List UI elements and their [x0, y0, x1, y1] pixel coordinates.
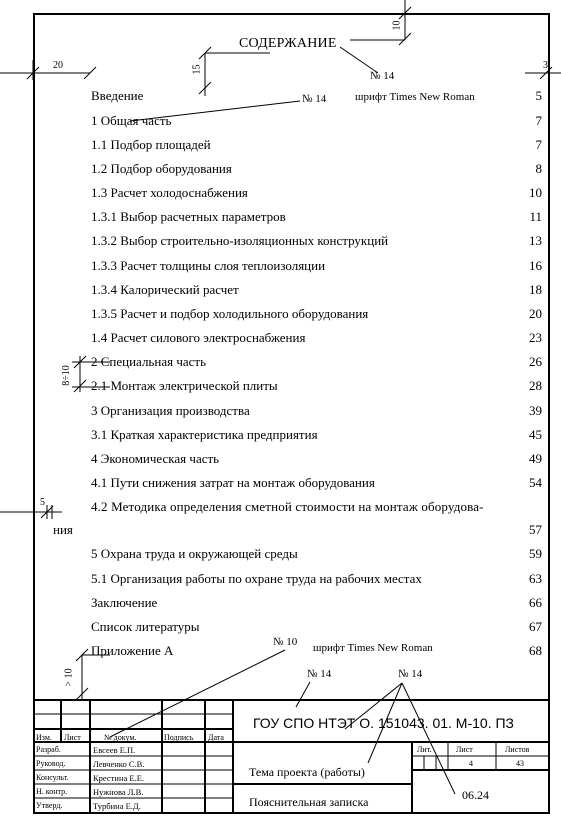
toc-entry[interactable]: 5 Охрана труда и окружающей среды	[91, 546, 298, 561]
stamp-role: Руковод.	[36, 759, 66, 768]
stamp-sheet-value: 4	[469, 759, 473, 768]
stamp-sheets-label: Листов	[505, 745, 530, 754]
toc-page: 7	[535, 113, 542, 128]
font-size-note-a: № 14	[307, 668, 332, 680]
toc-entry[interactable]: 2 Специальная часть	[91, 354, 207, 369]
toc-entry[interactable]: Заключение	[91, 595, 158, 610]
group-code: 06.24	[462, 788, 489, 802]
toc-entry[interactable]: 3.1 Краткая характеристика предприятия	[91, 427, 318, 442]
stamp-person: Крестина Е.Е.	[93, 773, 145, 783]
document-type: Пояснительная записка	[249, 795, 369, 809]
toc-entry[interactable]: 1.3.3 Расчет толщины слоя теплоизоляции	[91, 258, 326, 273]
toc-entry[interactable]: 1.3 Расчет холодоснабжения	[91, 185, 248, 200]
font-size-note-n10: № 10	[273, 636, 298, 648]
dim-label-15: 15	[191, 64, 203, 75]
stamp-person: Нужнова Л.В.	[93, 787, 144, 797]
toc-entry[interactable]: 1 Общая часть	[91, 113, 172, 128]
stamp-header-signature: Подпись	[164, 733, 194, 742]
toc-page: 68	[529, 643, 542, 658]
toc-page: 49	[529, 451, 542, 466]
toc-entry[interactable]: 1.4 Расчет силового электроснабжения	[91, 330, 306, 345]
toc-entry[interactable]: ния	[53, 522, 73, 537]
stamp-header-change: Изм.	[36, 733, 52, 742]
toc-page: 57	[529, 522, 542, 537]
toc-entry[interactable]: Введение	[91, 88, 144, 103]
page-title: СОДЕРЖАНИЕ	[239, 36, 337, 51]
dim-label-20: 20	[53, 60, 63, 71]
stamp-lit-label: Лит.	[417, 745, 432, 754]
toc-page: 67	[529, 619, 542, 634]
toc-page: 10	[529, 185, 542, 200]
dim-label-gt10: > 10	[63, 668, 75, 687]
dim-label-8to10: 8÷10	[60, 365, 72, 386]
stamp-person: Турбина Е.Д.	[93, 801, 141, 811]
toc-page: 66	[529, 595, 542, 610]
toc-entry[interactable]: 4 Экономическая часть	[91, 451, 220, 466]
stamp-header-date: Дата	[208, 733, 224, 742]
toc-entry[interactable]: Приложение А	[91, 643, 174, 658]
dim-label-5: 5	[40, 497, 45, 508]
toc-page: 13	[529, 233, 542, 248]
stamp-header-sheet: Лист	[64, 733, 81, 742]
toc-page: 45	[529, 427, 542, 442]
stamp-header-docnum: № докум.	[104, 733, 137, 742]
toc-entry[interactable]: 1.3.1 Выбор расчетных параметров	[91, 209, 286, 224]
font-size-note-b: № 14	[398, 668, 423, 680]
toc-page: 18	[529, 282, 542, 297]
stamp-role: Разраб.	[36, 745, 61, 754]
stamp-role: Н. контр.	[36, 787, 68, 796]
font-size-note-title: № 14	[370, 70, 395, 82]
dim-label-3: 3	[543, 60, 548, 71]
document-code: ГОУ СПО НТЭТ О. 151043. 01. М-10. ПЗ	[253, 715, 514, 731]
toc-page: 63	[529, 571, 542, 586]
stamp-person: Левченко С.В.	[93, 759, 145, 769]
project-topic: Тема проекта (работы)	[249, 765, 365, 779]
toc-entry[interactable]: Список литературы	[91, 619, 200, 634]
toc-entry[interactable]: 1.2 Подбор оборудования	[91, 161, 232, 176]
font-name-note-top: шрифт Times New Roman	[355, 91, 475, 103]
toc-page: 11	[529, 209, 542, 224]
stamp-sheets-value: 43	[516, 759, 524, 768]
toc-entry[interactable]: 1.3.5 Расчет и подбор холодильного оборудования	[91, 306, 369, 321]
toc-entry[interactable]: 4.1 Пути снижения затрат на монтаж оборудования	[91, 475, 375, 490]
stamp-person: Евсеев Е.П.	[93, 745, 136, 755]
stamp-role: Утверд.	[36, 801, 63, 810]
toc-entry[interactable]: 3 Организация производства	[91, 403, 250, 418]
toc-page: 26	[529, 354, 542, 369]
toc-entry[interactable]: 1.3.4 Калорический расчет	[91, 282, 239, 297]
toc-entry[interactable]: 5.1 Организация работы по охране труда на рабочих местах	[91, 571, 422, 586]
toc-page: 8	[535, 161, 542, 176]
toc-page: 5	[535, 88, 542, 103]
dim-label-10-top: 10	[391, 20, 403, 31]
toc-page: 28	[529, 378, 542, 393]
toc-entry[interactable]: 4.2 Методика определения сметной стоимости на монтаж оборудова-	[91, 499, 484, 514]
toc-page: 59	[529, 546, 542, 561]
toc-page: 23	[529, 330, 542, 345]
font-size-note-intro: № 14	[302, 93, 327, 105]
toc-page: 16	[529, 258, 542, 273]
toc-entry[interactable]: 1.3.2 Выбор строительно-изоляционных конструкций	[91, 233, 389, 248]
toc-page: 54	[529, 475, 542, 490]
font-name-note-bottom: шрифт Times New Roman	[313, 642, 433, 654]
toc-page: 20	[529, 306, 542, 321]
toc-page: 7	[535, 137, 542, 152]
stamp-role: Консульт.	[36, 773, 69, 782]
toc-entry[interactable]: 1.1 Подбор площадей	[91, 137, 211, 152]
stamp-sheet-label: Лист	[456, 745, 473, 754]
toc-entry[interactable]: 2.1 Монтаж электрической плиты	[91, 378, 278, 393]
toc-page: 39	[529, 403, 542, 418]
